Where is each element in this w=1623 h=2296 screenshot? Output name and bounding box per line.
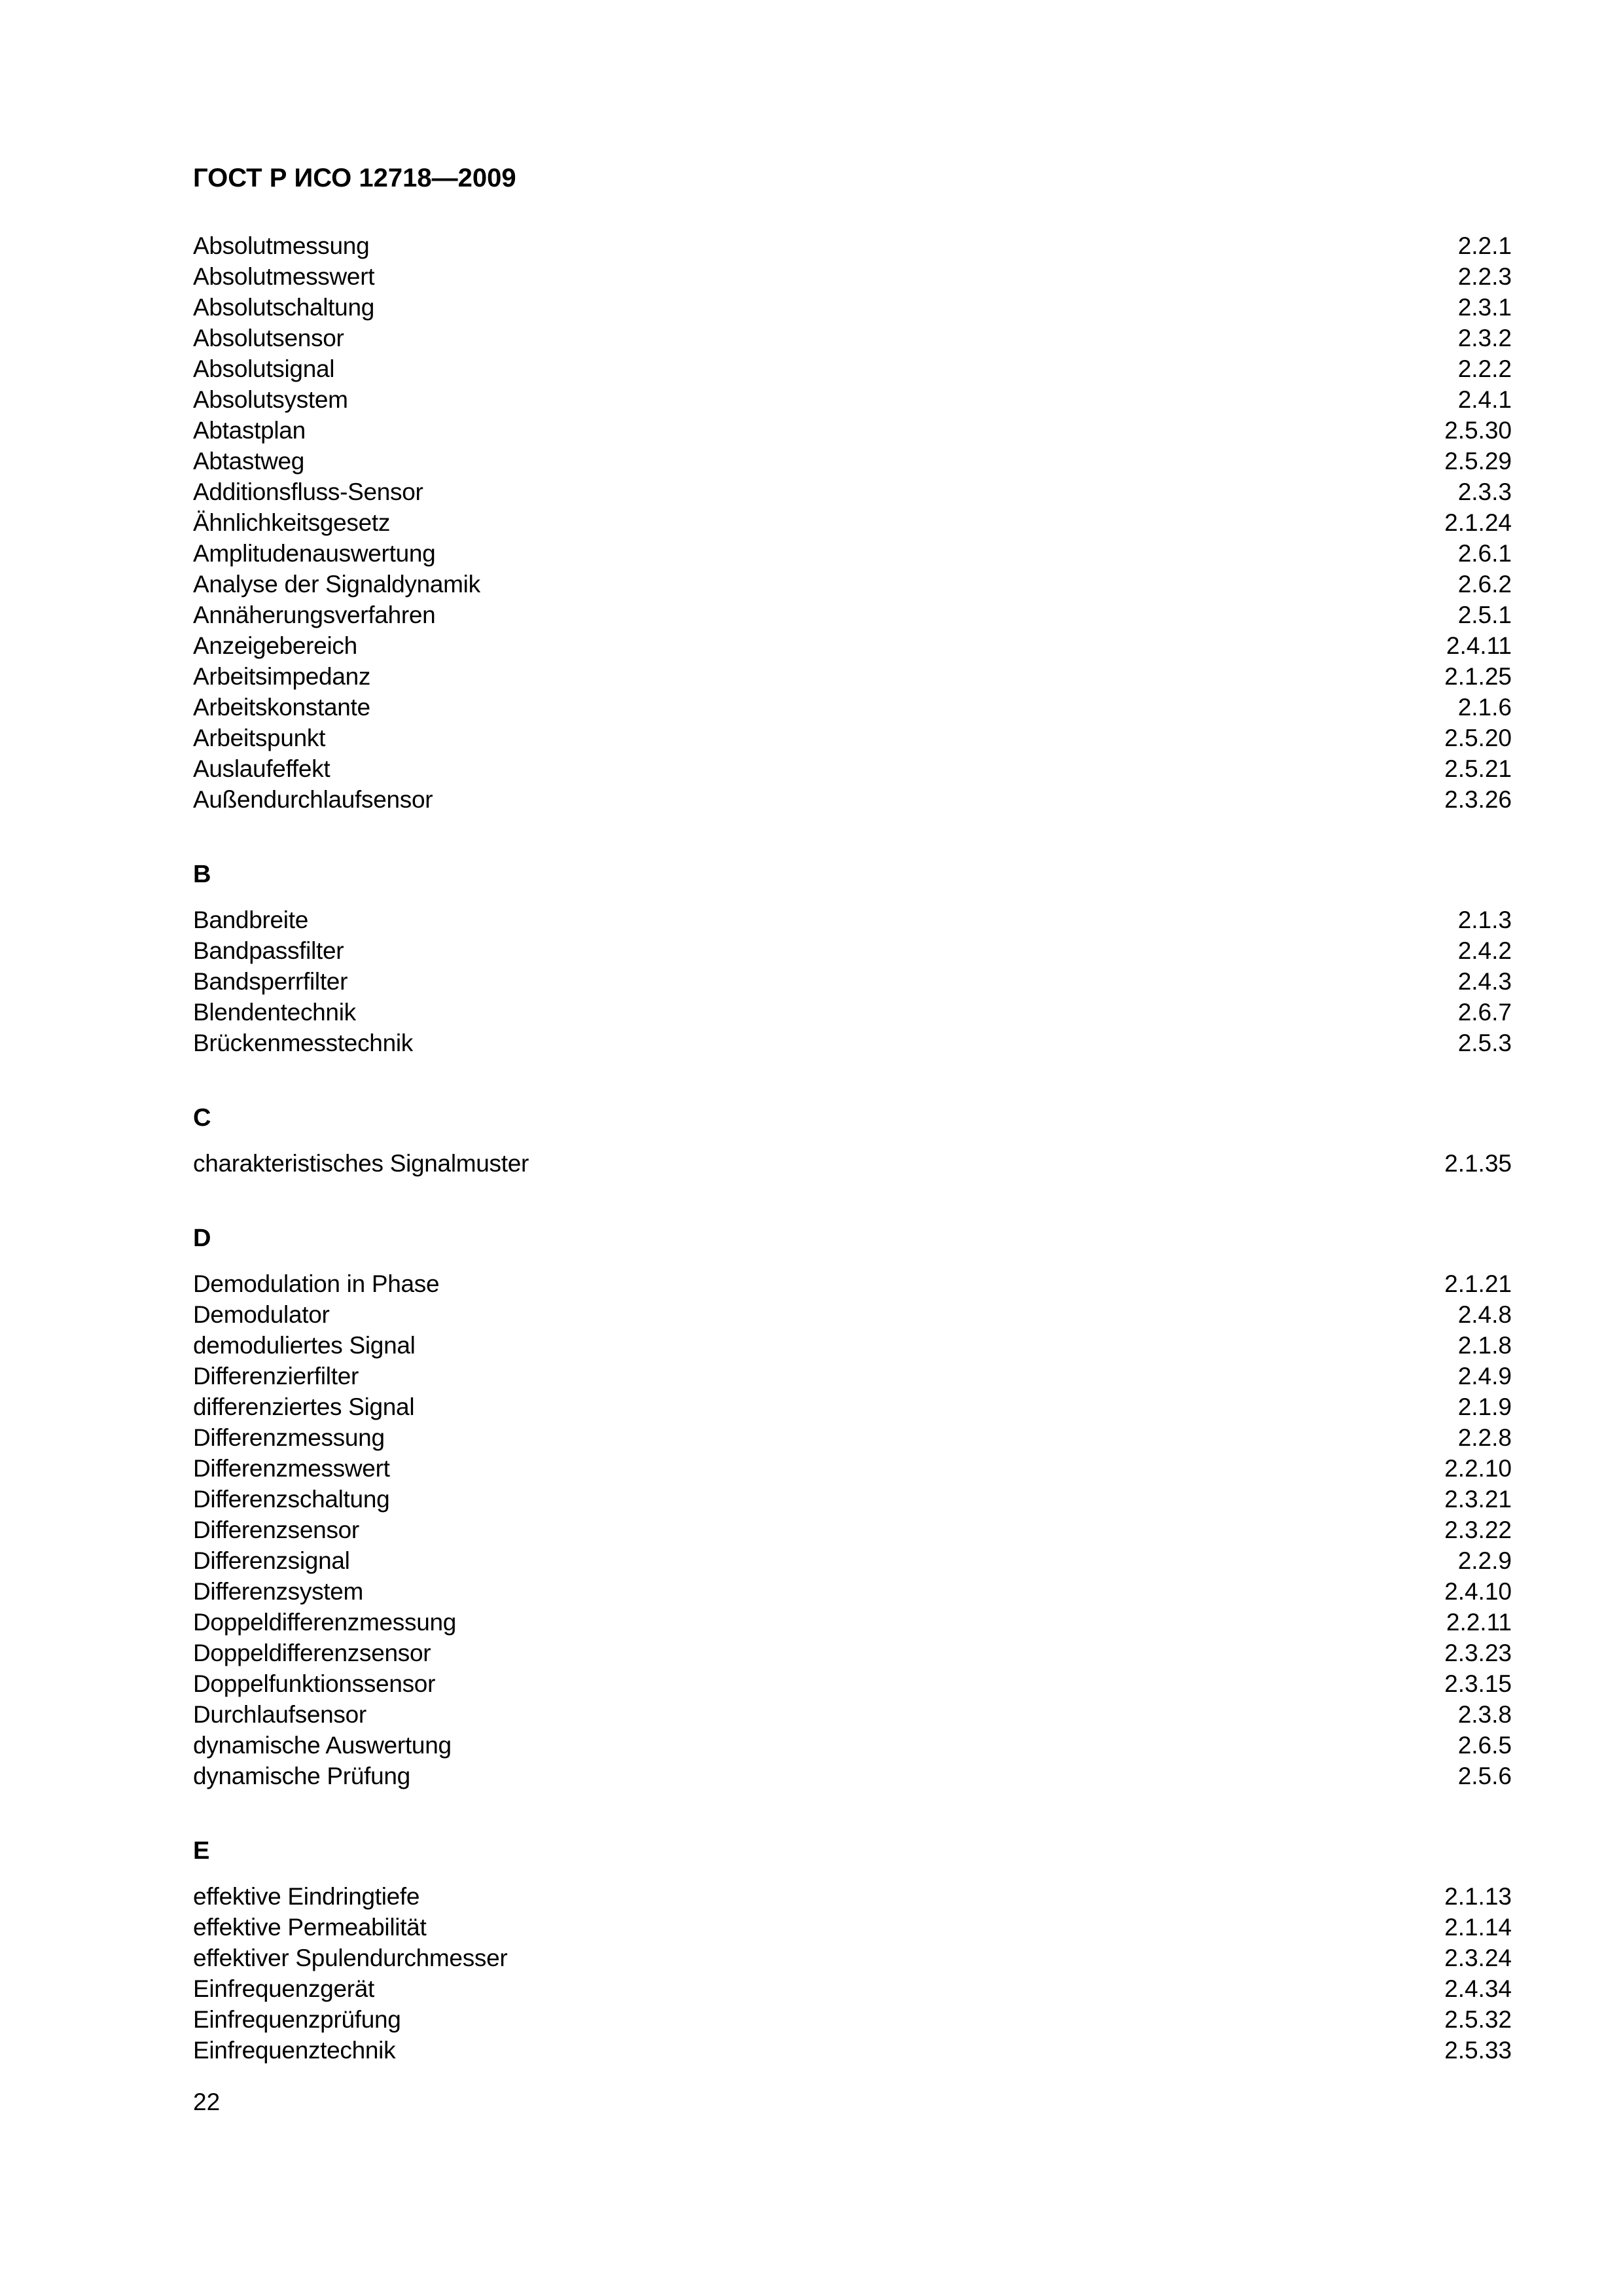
index-entry	[193, 569, 1512, 600]
index-reference-number: 2.2.3	[1457, 263, 1512, 290]
index-entry	[193, 1638, 1512, 1668]
index-entry	[193, 384, 1512, 415]
index-entry	[193, 723, 1512, 753]
index-term: Abtastweg	[193, 448, 305, 475]
index-reference-number: 2.5.30	[1444, 417, 1512, 444]
index-term: Absolutschaltung	[193, 294, 374, 321]
index-entry	[193, 997, 1512, 1028]
index-reference-number: 2.5.3	[1457, 1030, 1512, 1056]
index-term: Außendurchlaufsensor	[193, 786, 433, 813]
index-section	[193, 1791, 1512, 2066]
index-reference-number: 2.4.10	[1444, 1578, 1512, 1605]
index-entry	[193, 476, 1512, 507]
section-spacer	[193, 1179, 1512, 1208]
section-spacer	[193, 815, 1512, 844]
section-letter-heading: E	[193, 1837, 210, 1865]
index-reference-number: 2.3.23	[1444, 1640, 1512, 1666]
index-reference-number: 2.4.9	[1457, 1363, 1512, 1390]
index-entry	[193, 966, 1512, 997]
index-term: Arbeitsimpedanz	[193, 663, 371, 690]
index-reference-number: 2.1.14	[1444, 1914, 1512, 1941]
index-term: effektive Eindringtiefe	[193, 1883, 420, 1910]
index-entry	[193, 1545, 1512, 1576]
index-section	[193, 815, 1512, 1058]
index-term: charakteristisches Signalmuster	[193, 1150, 529, 1177]
index-reference-number: 2.2.11	[1446, 1609, 1512, 1636]
index-entry	[193, 446, 1512, 476]
index-term: Additionsfluss-Sensor	[193, 478, 423, 505]
index-reference-number: 2.2.10	[1444, 1455, 1512, 1482]
index-term: Demodulation in Phase	[193, 1270, 440, 1297]
index-reference-number: 2.6.7	[1457, 999, 1512, 1026]
index-term: Absolutmessung	[193, 232, 370, 259]
index-term: effektiver Spulendurchmesser	[193, 1945, 508, 1971]
index-reference-number: 2.1.24	[1444, 509, 1512, 536]
index-term: Arbeitskonstante	[193, 694, 370, 721]
index-entry	[193, 230, 1512, 261]
index-entry	[193, 538, 1512, 569]
index-reference-number: 2.5.32	[1444, 2006, 1512, 2033]
index-reference-number: 2.3.24	[1444, 1945, 1512, 1971]
index-entry	[193, 1330, 1512, 1361]
index-term: Absolutsignal	[193, 355, 335, 382]
index-entry	[193, 1484, 1512, 1515]
index-term: Doppeldifferenzsensor	[193, 1640, 431, 1666]
index-reference-number: 2.3.1	[1457, 294, 1512, 321]
index-reference-number: 2.6.1	[1457, 540, 1512, 567]
index-reference-number: 2.1.13	[1444, 1883, 1512, 1910]
page-number: 22	[193, 2089, 221, 2115]
index-term: Absolutmesswert	[193, 263, 375, 290]
index-term: Differenzsensor	[193, 1516, 359, 1543]
index-term: Differenzmessung	[193, 1424, 385, 1451]
index-term: Doppelfunktionssensor	[193, 1670, 436, 1697]
index-reference-number: 2.4.1	[1457, 386, 1512, 413]
index-term: Differenzmesswert	[193, 1455, 390, 1482]
index-entry	[193, 1730, 1512, 1761]
index-entry	[193, 935, 1512, 966]
index-term: dynamische Auswertung	[193, 1732, 452, 1759]
index-reference-number: 2.2.1	[1457, 232, 1512, 259]
index-entry	[193, 692, 1512, 723]
index-term: differenziertes Signal	[193, 1393, 415, 1420]
index-entry	[193, 1268, 1512, 1299]
section-letter-heading: B	[193, 861, 211, 888]
index-term: Demodulator	[193, 1301, 330, 1328]
index-reference-number: 2.1.8	[1457, 1332, 1512, 1359]
index-entry	[193, 1973, 1512, 2004]
index-entry	[193, 630, 1512, 661]
index-term: Auslaufeffekt	[193, 755, 330, 782]
index-reference-number: 2.4.11	[1446, 632, 1512, 659]
index-section	[193, 230, 1512, 815]
index-term: Bandbreite	[193, 906, 308, 933]
index-entry	[193, 1576, 1512, 1607]
index-reference-number: 2.4.3	[1457, 968, 1512, 995]
index-reference-number: 2.3.22	[1444, 1516, 1512, 1543]
index-term: Differenzierfilter	[193, 1363, 359, 1390]
index-reference-number: 2.6.5	[1457, 1732, 1512, 1759]
index-entry	[193, 661, 1512, 692]
index-term: Annäherungsverfahren	[193, 601, 436, 628]
index-term: dynamische Prüfung	[193, 1763, 410, 1789]
index-reference-number: 2.1.25	[1444, 663, 1512, 690]
index-entry	[193, 292, 1512, 323]
index-term: Amplitudenauswertung	[193, 540, 436, 567]
section-spacer	[193, 1058, 1512, 1088]
section-letter-heading: D	[193, 1225, 211, 1252]
index-entry	[193, 1361, 1512, 1391]
index-term: effektive Permeabilität	[193, 1914, 427, 1941]
index-entry	[193, 1422, 1512, 1453]
index-reference-number: 2.3.2	[1457, 325, 1512, 351]
index-term: Blendentechnik	[193, 999, 356, 1026]
index-entry	[193, 1299, 1512, 1330]
index-reference-number: 2.5.1	[1457, 601, 1512, 628]
index-reference-number: 2.2.2	[1457, 355, 1512, 382]
index-section	[193, 1179, 1512, 1791]
index-entry	[193, 784, 1512, 815]
index-reference-number: 2.3.8	[1457, 1701, 1512, 1728]
index-entry	[193, 415, 1512, 446]
index-term: Differenzschaltung	[193, 1486, 390, 1513]
index-reference-number: 2.3.3	[1457, 478, 1512, 505]
section-spacer	[193, 1791, 1512, 1821]
index-entry	[193, 1148, 1512, 1179]
index-entry	[193, 1881, 1512, 1912]
index-reference-number: 2.4.2	[1457, 937, 1512, 964]
section-letter-heading: C	[193, 1104, 211, 1132]
index-term: Anzeigebereich	[193, 632, 357, 659]
index-section	[193, 1058, 1512, 1179]
index-term: Bandsperrfilter	[193, 968, 348, 995]
index-term: Einfrequenzprüfung	[193, 2006, 401, 2033]
index-term: demoduliertes Signal	[193, 1332, 416, 1359]
index-entry	[193, 1668, 1512, 1699]
index-reference-number: 2.1.21	[1444, 1270, 1512, 1297]
index-term: Einfrequenzgerät	[193, 1975, 374, 2002]
index-reference-number: 2.6.2	[1457, 571, 1512, 598]
index-entry	[193, 2035, 1512, 2066]
index-term: Absolutsensor	[193, 325, 344, 351]
index-entry	[193, 753, 1512, 784]
index-reference-number: 2.4.34	[1444, 1975, 1512, 2002]
index-term: Ähnlichkeitsgesetz	[193, 509, 391, 536]
index-reference-number: 2.2.9	[1457, 1547, 1512, 1574]
index-entry	[193, 1699, 1512, 1730]
index-term: Brückenmesstechnik	[193, 1030, 413, 1056]
index-term: Analyse der Signaldynamik	[193, 571, 480, 598]
index-entry	[193, 1453, 1512, 1484]
index-reference-number: 2.1.35	[1444, 1150, 1512, 1177]
index-term: Absolutsystem	[193, 386, 348, 413]
index-entry	[193, 323, 1512, 353]
alphabetical-index	[193, 230, 1512, 2066]
index-entry	[193, 600, 1512, 630]
index-entry	[193, 1391, 1512, 1422]
index-term: Durchlaufsensor	[193, 1701, 366, 1728]
index-entry	[193, 905, 1512, 935]
index-reference-number: 2.1.9	[1457, 1393, 1512, 1420]
index-term: Differenzsystem	[193, 1578, 364, 1605]
index-term: Einfrequenztechnik	[193, 2037, 396, 2064]
index-entry	[193, 353, 1512, 384]
index-entry	[193, 1912, 1512, 1943]
index-term: Differenzsignal	[193, 1547, 350, 1574]
index-term: Bandpassfilter	[193, 937, 344, 964]
index-term: Abtastplan	[193, 417, 306, 444]
index-reference-number: 2.2.8	[1457, 1424, 1512, 1451]
index-reference-number: 2.3.26	[1444, 786, 1512, 813]
index-entry	[193, 507, 1512, 538]
index-reference-number: 2.5.21	[1444, 755, 1512, 782]
index-reference-number: 2.1.3	[1457, 906, 1512, 933]
index-entry	[193, 1761, 1512, 1791]
index-reference-number: 2.5.6	[1457, 1763, 1512, 1789]
index-reference-number: 2.3.15	[1444, 1670, 1512, 1697]
index-reference-number: 2.5.20	[1444, 725, 1512, 751]
index-entry	[193, 1515, 1512, 1545]
index-entry	[193, 1943, 1512, 1973]
index-term: Arbeitspunkt	[193, 725, 326, 751]
index-entry	[193, 1607, 1512, 1638]
index-term: Doppeldifferenzmessung	[193, 1609, 457, 1636]
document-header: ГОСТ Р ИСО 12718—2009	[193, 164, 516, 192]
index-entry	[193, 2004, 1512, 2035]
index-entry	[193, 261, 1512, 292]
index-reference-number: 2.1.6	[1457, 694, 1512, 721]
index-reference-number: 2.5.33	[1444, 2037, 1512, 2064]
index-entry	[193, 1028, 1512, 1058]
index-reference-number: 2.5.29	[1444, 448, 1512, 475]
index-reference-number: 2.4.8	[1457, 1301, 1512, 1328]
index-reference-number: 2.3.21	[1444, 1486, 1512, 1513]
